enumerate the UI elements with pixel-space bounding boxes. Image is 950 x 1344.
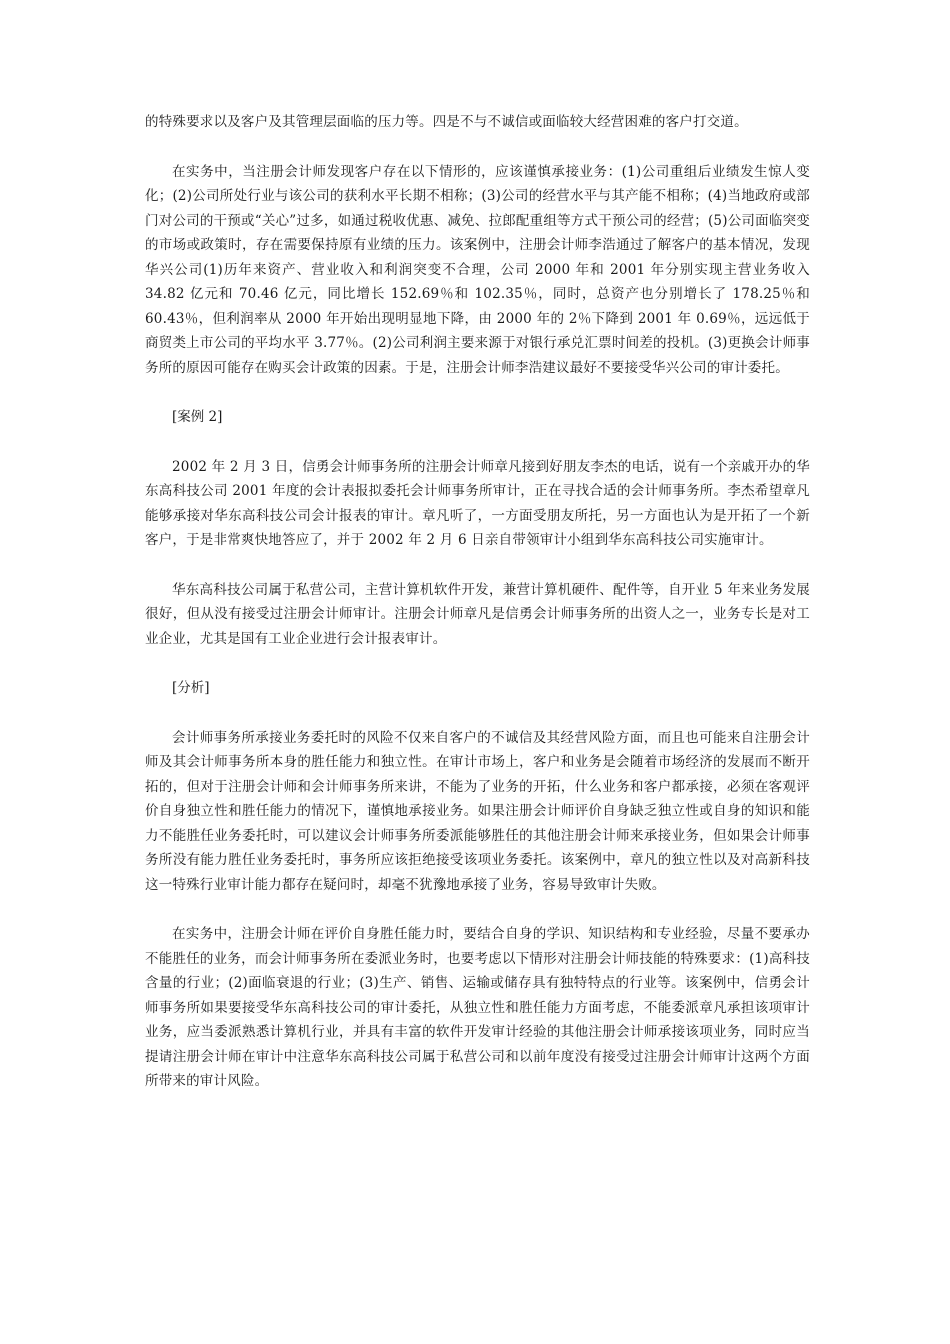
paragraph-company-profile: 华东高科技公司属于私营公司，主营计算机软件开发，兼营计算机硬件、配件等，自开业 5 年来业务发展很好，但从没有接受过注册会计师审计。注册会计师章凡是信勇会计师事务所的出资人之一，业务专长是对工业企业，尤其是国有工业企业进行会计报表审计。 [145, 581, 810, 647]
paragraph-analysis: 会计师事务所承接业务委托时的风险不仅来自客户的不诚信及其经营风险方面，而且也可能来自注册会计师及其会计师事务所本身的胜任能力和独立性。在审计市场上，客户和业务是会随着市场经济的发展而不断开拓的，但对于注册会计师和会计师事务所来讲，不能为了业务的开拓，什么业务和客户都承接，必须在客观评价自身独立性和胜任能力的情况下，谨慎地承接业务。如果注册会计师评价自身缺乏独立性或自身的知识和能力不能胜任业务委托时，可以建议会计师事务所委派能够胜任的其他注册会计师来承接业务，但如果会计师事务所没有能力胜任业务委托时，事务所应该拒绝接受该项业务委托。该案例中，章凡的独立性以及对高新科技这一特殊行业审计能力都存在疑问时，却毫不犹豫地承接了业务，容易导致审计失败。 [145, 729, 810, 893]
document-body [145, 110, 810, 1094]
paragraph-gap [145, 380, 810, 405]
paragraph-gap [145, 701, 810, 726]
case-2-heading: [案例 2] [172, 409, 223, 425]
paragraph-gap [145, 430, 810, 455]
analysis-heading: [分析] [172, 680, 210, 696]
paragraph-case-2-story: 2002 年 2 月 3 日，信勇会计师事务所的注册会计师章凡接到好朋友李杰的电话，说有一个亲戚开办的华东高科技公司 2001 年度的会计表报拟委托会计师事务所审计，正在寻找合适的会计师事务所。李杰希望章凡能够承接对华东高科技公司会计报表的审计。章凡听了，一方面受朋友所托，另一方面也认为是开拓了一个新客户，于是非常爽快地答应了，并于 2002 年 2 月 6 日亲自带领审计小组到华东高科技公司实施审计。 [145, 458, 810, 548]
paragraph-practice-warning: 在实务中，当注册会计师发现客户存在以下情形的，应该谨慎承接业务：(1)公司重组后业绩发生惊人变化；(2)公司所处行业与该公司的获利水平长期不相称；(3)公司的经营水平与其产能不相称；(4)当地政府或部门对公司的干预或“关心”过多，如通过税收优惠、减免、拉郎配重组等方式干预公司的经营；(5)公司面临突变的市场或政策时，存在需要保持原有业绩的压力。该案例中，注册会计师李浩通过了解客户的基本情况，发现华兴公司(1)历年来资产、营业收入和利润突变不合理，公司 2000 年和 2001 年分别实现主营业务收入 34.82 亿元和 70.46 亿元，同比增长 152.69％和 102.35％，同时，总资产也分别增长了 178.25％和 60.43％，但利润率从 2000 年开始出现明显地下降，由 2000 年的 2％下降到 2001 年 0.69％，远远低于商贸类上市公司的平均水平 3.77％。(2)公司利润主要来源于对银行承兑汇票时间差的投机。(3)更换会计师事务所的原因可能存在购买会计政策的因素。于是，注册会计师李浩建议最好不要接受华兴公司的审计委托。 [145, 163, 810, 376]
paragraph-gap [145, 897, 810, 922]
paragraph-practice-competence: 在实务中，注册会计师在评价自身胜任能力时，要结合自身的学识、知识结构和专业经验，尽量不要承办不能胜任的业务，而会计师事务所在委派业务时，也要考虑以下情形对注册会计师技能的特殊要求：(1)高科技含量的行业；(2)面临衰退的行业；(3)生产、销售、运输或储存具有独特特点的行业等。该案例中，信勇会计师事务所如果要接受华东高科技公司的审计委托，从独立性和胜任能力方面考虑，不能委派章凡承担该项审计业务，应当委派熟悉计算机行业，并具有丰富的软件开发审计经验的其他注册会计师承接该项业务，同时应当提请注册会计师在审计中注意华东高科技公司属于私营公司和以前年度没有接受过注册会计师审计这两个方面所带来的审计风险。 [145, 926, 810, 1089]
paragraph-continuation: 的特殊要求以及客户及其管理层面临的压力等。四是不与不诚信或面临较大经营困难的客户打交道。 [145, 114, 748, 130]
paragraph-gap [145, 651, 810, 676]
paragraph-gap [145, 135, 810, 160]
paragraph-gap [145, 553, 810, 578]
